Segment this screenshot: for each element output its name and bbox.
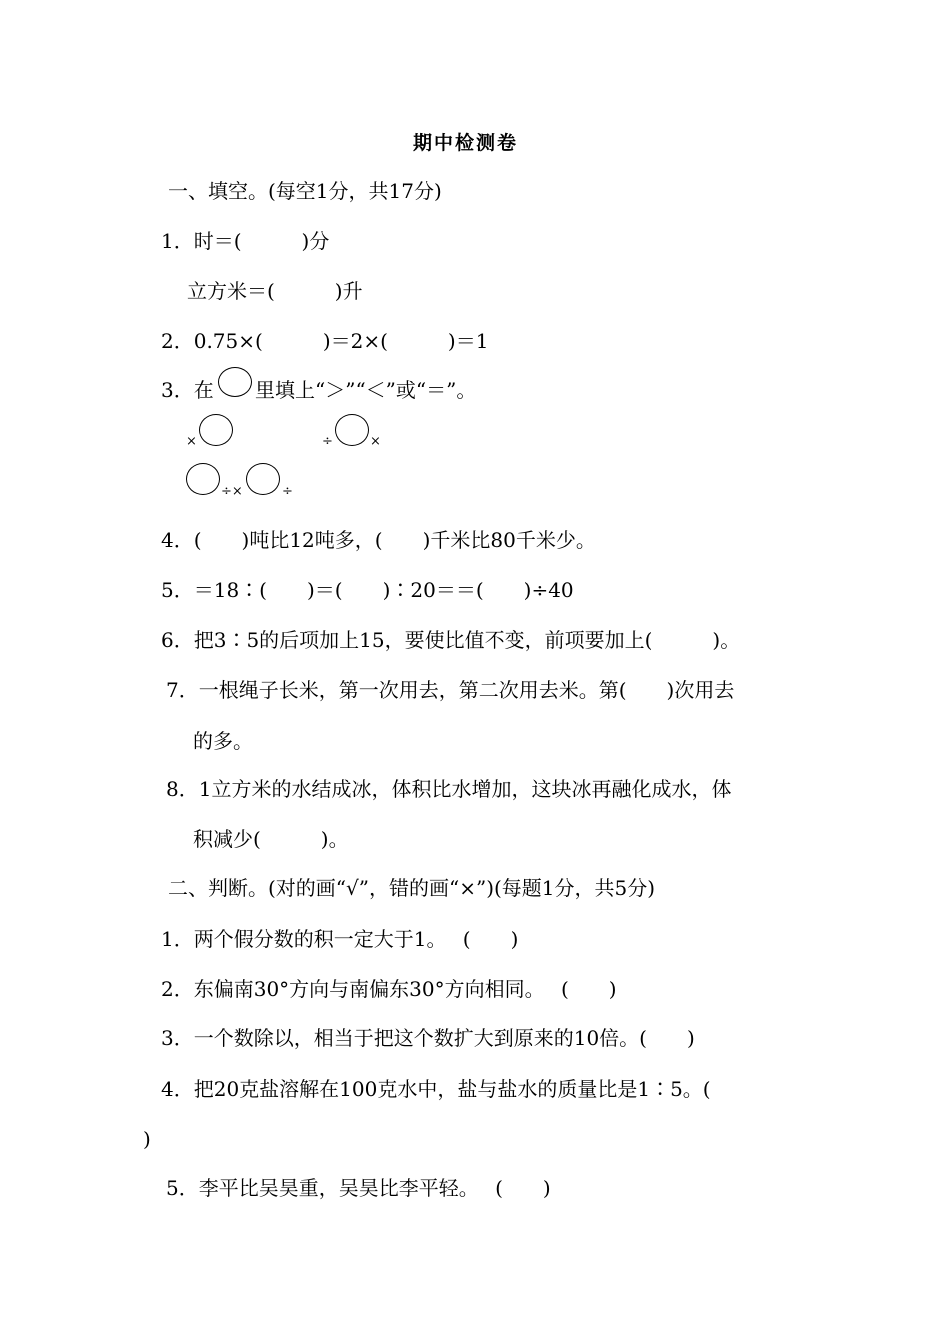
question-3-prefix: 3．在 — [161, 378, 214, 402]
page-title: 期中检测卷 — [413, 132, 519, 154]
question-8a: 8．1立方米的水结成冰，体积比水增加，这块冰再融化成水，体 — [166, 777, 732, 801]
compare-circle-icon[interactable] — [199, 414, 233, 446]
q3-row2-symbol-a: ÷× — [221, 484, 243, 499]
question-8b: 积减少( )。 — [193, 827, 349, 851]
compare-circle-icon — [218, 367, 252, 397]
compare-circle-icon[interactable] — [246, 463, 280, 495]
question-7b: 的多。 — [193, 729, 253, 753]
question-2: 2．0.75×( )＝2×( )＝1 — [161, 329, 489, 353]
q3-row1-symbol-a: × — [186, 434, 197, 449]
judge-2: 2．东偏南30°方向与南偏东30°方向相同。 ( ) — [161, 977, 617, 1001]
judge-4a: 4．把20克盐溶解在100克水中，盐与盐水的质量比是1∶5。( — [161, 1077, 711, 1101]
section-2-header: 二、判断。(对的画“√”，错的画“×”)(每题1分，共5分) — [168, 876, 656, 900]
section-1-header: 一、填空。(每空1分，共17分) — [168, 179, 442, 203]
question-1b: 立方米＝( )升 — [187, 279, 363, 303]
question-7a: 7．一根绳子长米，第一次用去，第二次用去米。第( )次用去 — [166, 678, 735, 702]
question-3-suffix: 里填上“＞”“＜”或“＝”。 — [255, 378, 477, 402]
question-6: 6．把3∶5的后项加上15，要使比值不变，前项要加上( )。 — [161, 628, 741, 652]
question-1a: 1．时＝( )分 — [161, 229, 330, 253]
question-4: 4．( )吨比12吨多，( )千米比80千米少。 — [161, 528, 596, 552]
judge-5: 5．李平比吴昊重，吴昊比李平轻。 ( ) — [166, 1176, 551, 1200]
q3-row2-symbol-b: ÷ — [282, 484, 293, 499]
q3-row1-symbol-c: × — [370, 434, 381, 449]
judge-3: 3．一个数除以，相当于把这个数扩大到原来的10倍。( ) — [161, 1026, 695, 1050]
compare-circle-icon[interactable] — [186, 463, 220, 495]
question-5: 5．＝18∶( )＝( )∶20＝＝( )÷40 — [161, 578, 574, 602]
judge-1: 1．两个假分数的积一定大于1。 ( ) — [161, 927, 519, 951]
compare-circle-icon[interactable] — [335, 414, 369, 446]
q3-row1-symbol-b: ÷ — [322, 434, 333, 449]
judge-4b: ) — [143, 1127, 151, 1151]
